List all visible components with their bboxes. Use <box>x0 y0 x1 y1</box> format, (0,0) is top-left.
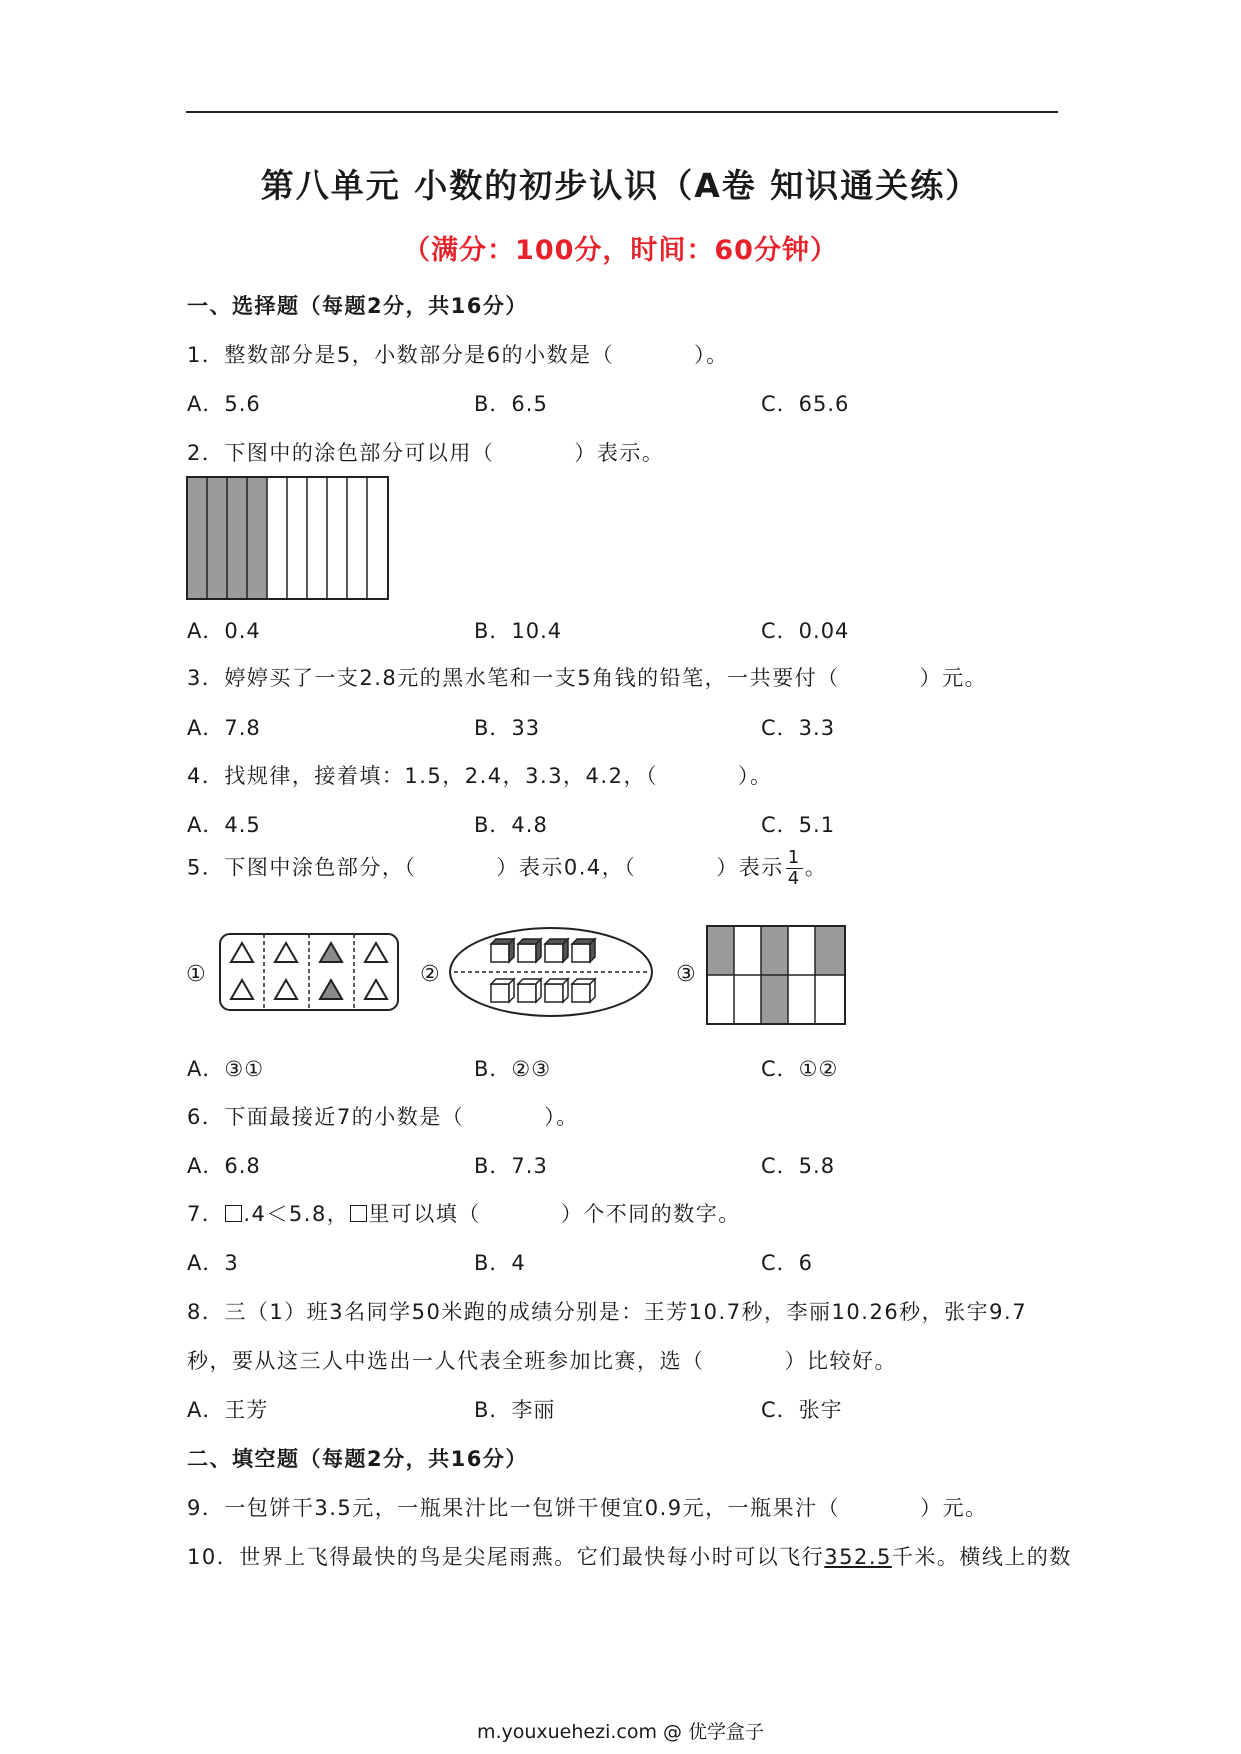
fraction-one-quarter: $\frac{1}{4}$ <box>787 847 801 889</box>
q2-option-b: B．10.4 <box>474 619 563 643</box>
question-1: 1．整数部分是5，小数部分是6的小数是（ ）。 <box>187 343 729 367</box>
question-2: 2．下图中的涂色部分可以用（ ）表示。 <box>187 441 665 465</box>
q1-option-b: B．6.5 <box>474 392 548 416</box>
q8-option-c: C．张宇 <box>761 1398 843 1422</box>
question-8-line-1: 8．三（1）班3名同学50米跑的成绩分别是：王芳10.7秒，李丽10.26秒，张宇9.7 <box>187 1300 1028 1324</box>
q1-option-c: C．65.6 <box>761 392 850 416</box>
question-5: 5．下图中涂色部分，（ ）表示0.4，（ ）表示 $\frac{1}{4}$ 。 <box>187 847 828 889</box>
q8-option-b: B．李丽 <box>474 1398 556 1422</box>
q1-option-a: A．5.6 <box>187 392 261 416</box>
question-4: 4．找规律，接着填：1.5，2.4，3.3，4.2，（ ）。 <box>187 764 773 788</box>
q5-option-b: B．②③ <box>474 1057 552 1081</box>
blank-box-glyph <box>350 1205 367 1222</box>
q6-option-c: C．5.8 <box>761 1154 836 1178</box>
q7-option-a: A．3 <box>187 1251 239 1275</box>
q5-figure-1-triangles <box>218 932 400 1012</box>
q4-option-c: C．5.1 <box>761 813 836 837</box>
figure-label-2: ② <box>420 962 441 987</box>
q6-option-b: B．7.3 <box>474 1154 548 1178</box>
blank-box-glyph <box>225 1205 242 1222</box>
q7-option-c: C．6 <box>761 1251 814 1275</box>
q2-option-a: A．0.4 <box>187 619 261 643</box>
question-6: 6．下面最接近7的小数是（ ）。 <box>187 1105 579 1129</box>
q7-option-b: B．4 <box>474 1251 526 1275</box>
q5-figure-2-cubes <box>448 926 654 1018</box>
q3-option-c: C．3.3 <box>761 716 836 740</box>
page-footer: m.youxuehezi.com @ 优学盒子 <box>476 1721 765 1743</box>
question-8-line-2: 秒，要从这三人中选出一人代表全班参加比赛，选（ ）比较好。 <box>187 1349 897 1373</box>
figure-label-3: ③ <box>676 962 697 987</box>
q4-option-a: A．4.5 <box>187 813 261 837</box>
question-9: 9．一包饼干3.5元，一瓶果汁比一包饼干便宜0.9元，一瓶果汁（ ）元。 <box>187 1496 988 1520</box>
page-subtitle: （满分：100分，时间：60分钟） <box>403 235 838 266</box>
q2-option-c: C．0.04 <box>761 619 850 643</box>
question-10: 10．世界上飞得最快的鸟是尖尾雨燕。它们最快每小时可以飞行352.5千米。横线上的数 <box>187 1545 1072 1569</box>
q5-option-a: A．③① <box>187 1057 265 1081</box>
q2-striped-rectangle-figure <box>186 476 390 600</box>
q5-option-c: C．①② <box>761 1057 839 1081</box>
page-title: 第八单元 小数的初步认识（A卷 知识通关练） <box>260 166 981 205</box>
section-heading-fill: 二、填空题（每题2分，共16分） <box>187 1447 528 1471</box>
question-3: 3．婷婷买了一支2.8元的黑水笔和一支5角钱的铅笔，一共要付（ ）元。 <box>187 666 988 690</box>
underlined-number: 352.5 <box>824 1545 892 1569</box>
q5-figure-3-grid <box>706 925 847 1026</box>
q3-option-b: B．33 <box>474 716 541 740</box>
section-heading-choice: 一、选择题（每题2分，共16分） <box>187 294 528 318</box>
q4-option-b: B．4.8 <box>474 813 548 837</box>
q8-option-a: A．王芳 <box>187 1398 269 1422</box>
header-rule <box>186 111 1058 113</box>
figure-label-1: ① <box>186 962 207 987</box>
q3-option-a: A．7.8 <box>187 716 261 740</box>
question-7: 7． .4＜5.8， 里可以填（ ）个不同的数字。 <box>187 1202 741 1226</box>
q6-option-a: A．6.8 <box>187 1154 261 1178</box>
